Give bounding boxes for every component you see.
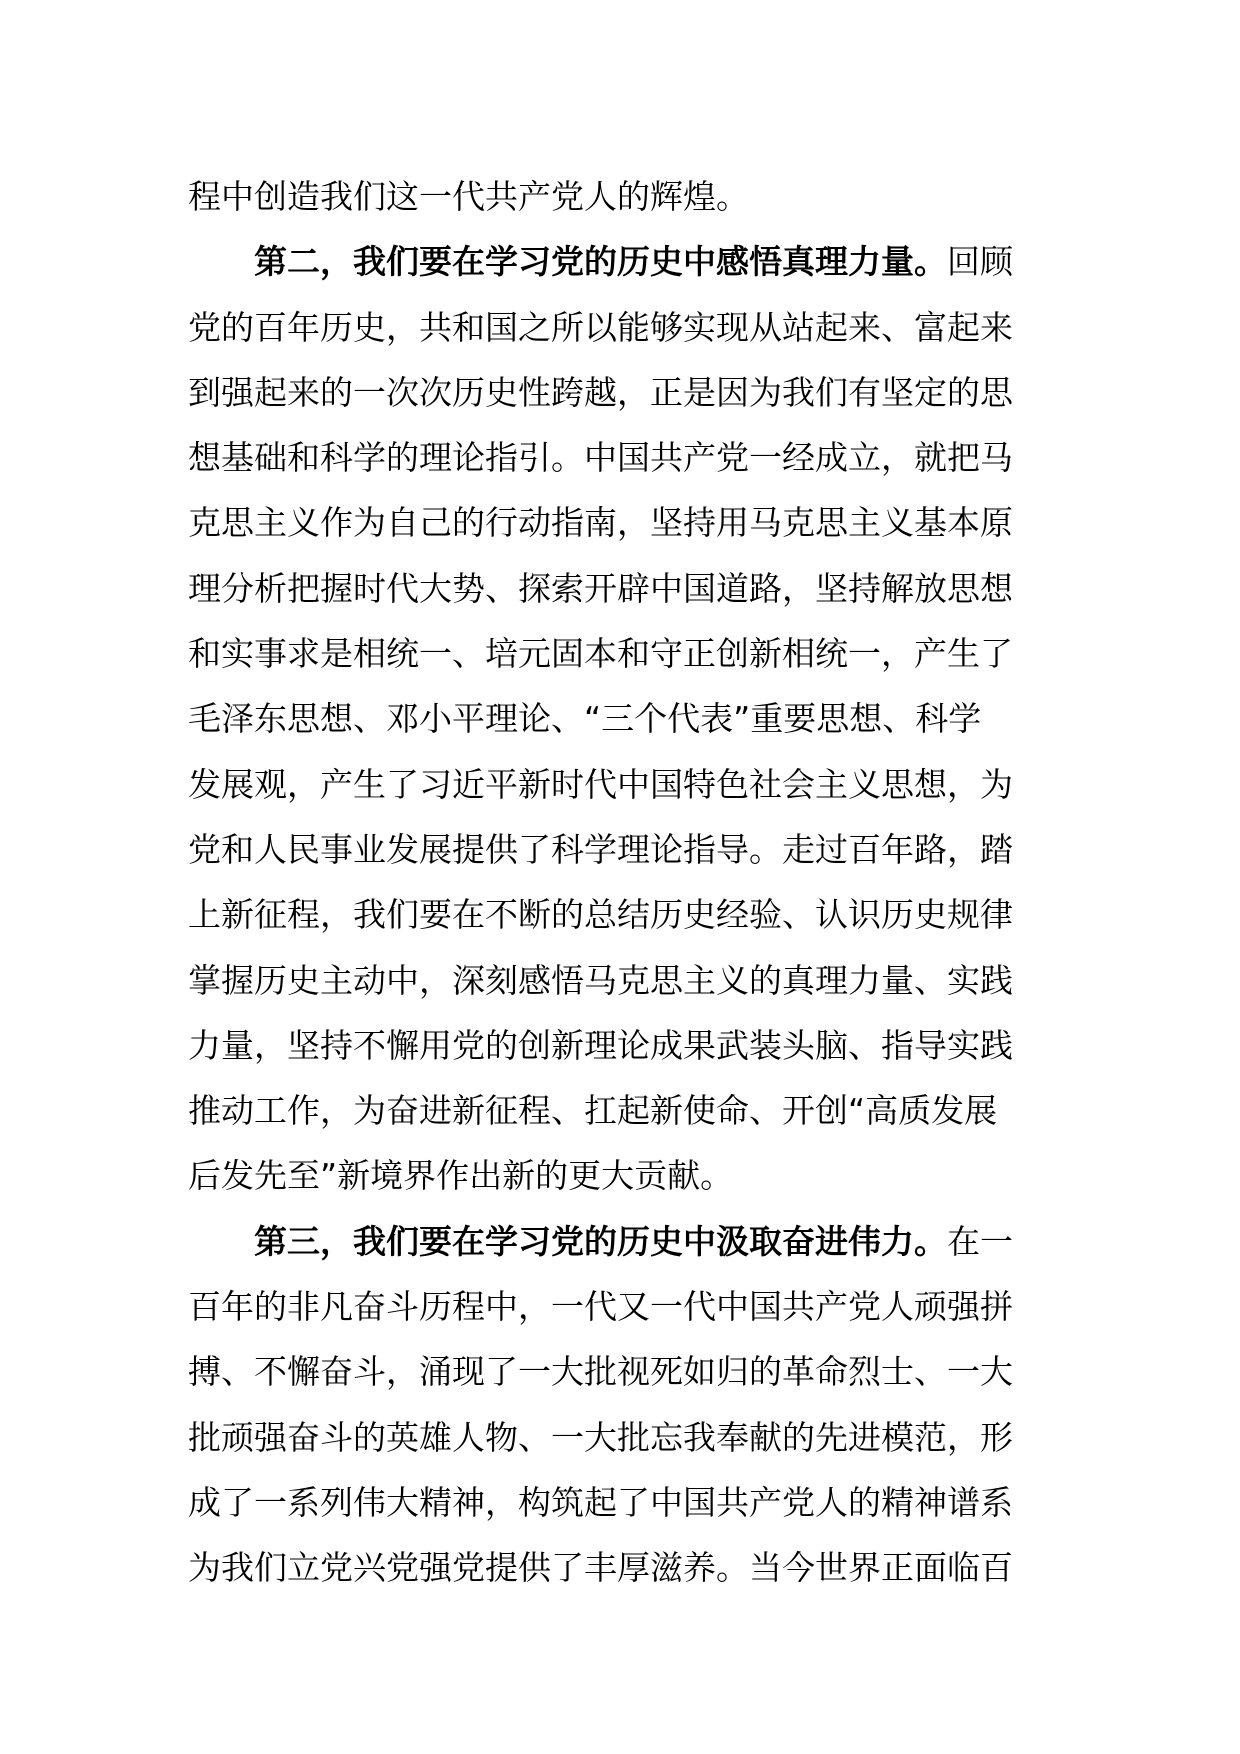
line-text: 发展观，产生了习近平新时代中国特色社会主义思想，为 (188, 764, 1013, 804)
line-text: 程中创造我们这一代共产党人的辉煌。 (188, 177, 749, 216)
text-line (188, 295, 1068, 360)
line-text: 回顾 (947, 242, 1013, 282)
line-text: 为我们立党兴党强党提供了丰厚滋养。当今世界正面临百 (188, 1548, 1013, 1588)
text-line (188, 948, 1068, 1013)
line-text: 掌握历史主动中，深刻感悟马克思主义的真理力量、实践 (188, 960, 1013, 1000)
line-text: 想基础和科学的理论指引。中国共产党一经成立，就把马 (188, 438, 1013, 478)
text-line (188, 1535, 1068, 1600)
text-line (188, 1470, 1068, 1535)
text-line (188, 1013, 1068, 1078)
line-text: 百年的非凡奋斗历程中，一代又一代中国共产党人顽强拼 (188, 1287, 1013, 1327)
text-line (188, 1274, 1068, 1339)
text-line (188, 621, 1068, 686)
line-text: 成了一系列伟大精神，构筑起了中国共产党人的精神谱系 (188, 1482, 1013, 1522)
text-line (188, 752, 1068, 817)
line-text: 上新征程，我们要在不断的总结历史经验、认识历史规律 (188, 895, 1013, 935)
text-line (188, 817, 1068, 882)
line-text: 到强起来的一次次历史性跨越，正是因为我们有坚定的思 (188, 372, 1013, 412)
text-line (188, 1078, 1068, 1143)
line-text: 力量，坚持不懈用党的创新理论成果武装头脑、指导实践 (188, 1025, 1013, 1065)
line-text: 搏、不懈奋斗，涌现了一大批视死如归的革命烈士、一大 (188, 1352, 1013, 1392)
body-text (188, 164, 1068, 1601)
line-text: 后发先至”新境界作出新的更大贡献。 (188, 1156, 734, 1196)
text-line (188, 425, 1068, 490)
text-line (188, 490, 1068, 555)
text-line (188, 556, 1068, 621)
text-line (188, 1339, 1068, 1404)
section-heading-line-3 (188, 1209, 1068, 1274)
text-line (188, 164, 1068, 229)
text-line (188, 882, 1068, 947)
line-text: 毛泽东思想、邓小平理论、“三个代表”重要思想、科学 (188, 699, 982, 739)
text-line (188, 360, 1068, 425)
line-text: 和实事求是相统一、培元固本和守正创新相统一，产生了 (188, 634, 1013, 674)
line-text: 在一 (947, 1221, 1013, 1261)
section-heading-line-2 (188, 229, 1068, 294)
line-text: 党和人民事业发展提供了科学理论指导。走过百年路，踏 (188, 829, 1013, 869)
line-text: 推动工作，为奋进新征程、扛起新使命、开创“高质发展 (188, 1091, 998, 1131)
text-line (188, 686, 1068, 751)
line-text: 理分析把握时代大势、探索开辟中国道路，坚持解放思想 (188, 568, 1013, 608)
text-line (188, 1143, 1068, 1208)
section-heading-3: 第三，我们要在学习党的历史中汲取奋进伟力。 (254, 1221, 947, 1261)
line-text: 克思主义作为自己的行动指南，坚持用马克思主义基本原 (188, 503, 1013, 543)
line-text: 批顽强奋斗的英雄人物、一大批忘我奉献的先进模范，形 (188, 1417, 1013, 1457)
line-text: 党的百年历史，共和国之所以能够实现从站起来、富起来 (188, 307, 1013, 347)
section-heading-2: 第二，我们要在学习党的历史中感悟真理力量。 (254, 242, 947, 282)
text-line (188, 1405, 1068, 1470)
